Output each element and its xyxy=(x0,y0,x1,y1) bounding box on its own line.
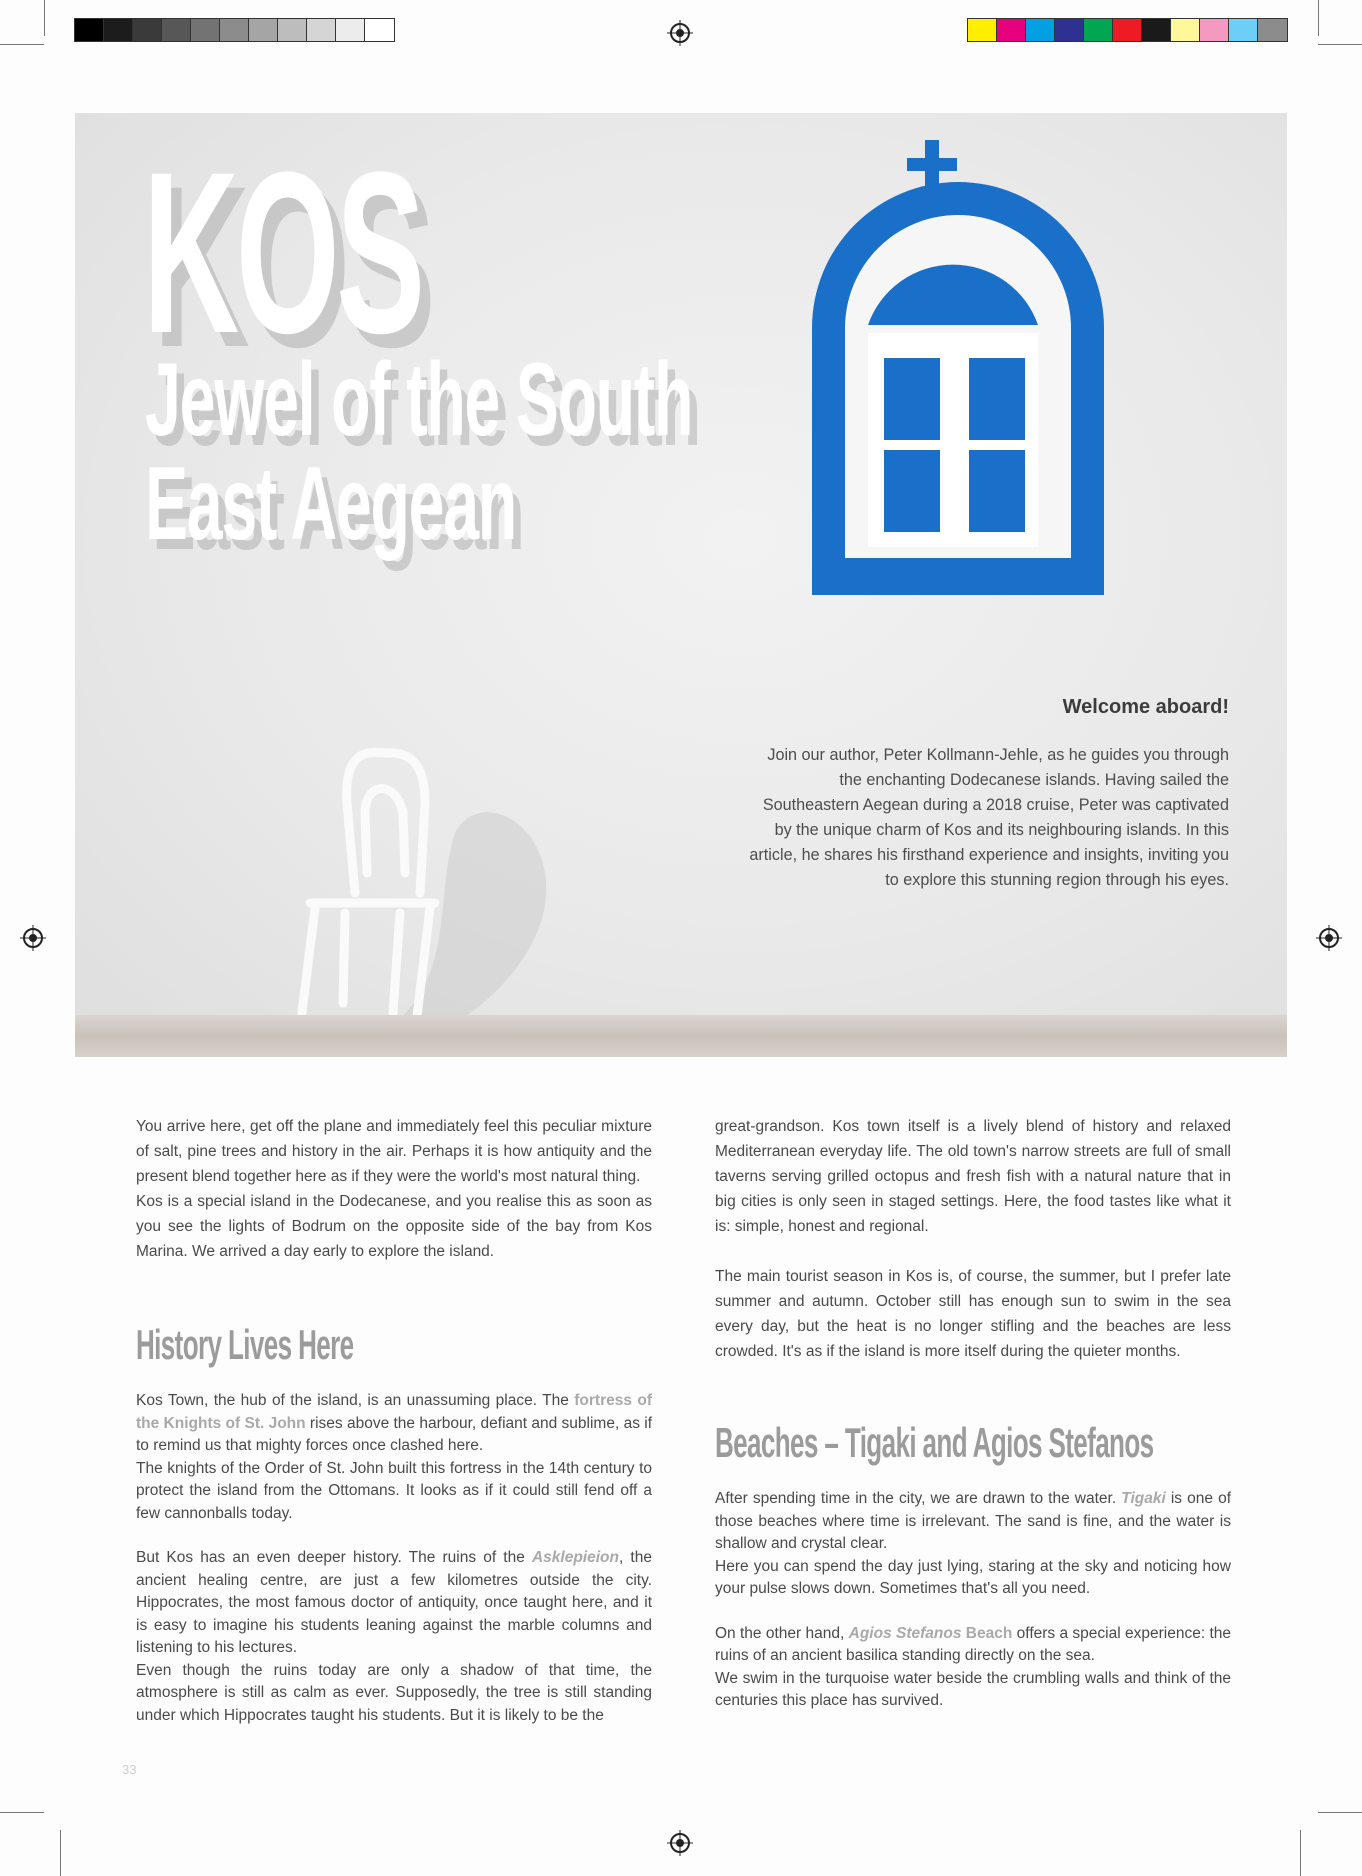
page-number: 33 xyxy=(122,1762,137,1777)
calibration-swatch xyxy=(1026,19,1055,41)
calibration-swatch xyxy=(968,19,997,41)
calibration-swatch xyxy=(365,19,394,41)
beaches-paragraph: Here you can spend the day just lying, staring at the sky and noticing how your pulse slows down. Sometimes that's all you need. xyxy=(715,1557,1231,1597)
pavement xyxy=(75,1015,1287,1057)
white-chair xyxy=(300,752,435,1033)
calibration-swatch xyxy=(1055,19,1084,41)
welcome-text: Join our author, Peter Kollmann-Jehle, as he guides you through the enchanting Dodecanese islands. Having sailed the Southeastern Aegean during a 2018 cruise, Peter was captivated by the unique charm of Kos and its neighbouring islands. In this article, he shares his firsthand experience and insights, inviting you to explore this stunning region through his eyes. xyxy=(749,746,1229,889)
calibration-swatch xyxy=(1084,19,1113,41)
registration-mark-icon xyxy=(667,1830,693,1856)
color-calibration-bar xyxy=(967,18,1288,42)
beaches-paragraph: After spending time in the city, we are drawn to the water. Tigaki is one of those beaches where time is irrelevant. The sand is fine, and the water is shallow and crystal clear. xyxy=(715,1490,1232,1552)
calibration-swatch xyxy=(336,19,365,41)
title-kos: KOS xyxy=(143,124,422,381)
crop-mark xyxy=(0,44,44,45)
crop-mark xyxy=(1300,1830,1301,1876)
calibration-swatch xyxy=(997,19,1026,41)
agios-stefanos-link[interactable]: Agios Stefanos xyxy=(848,1624,962,1642)
calibration-swatch xyxy=(307,19,336,41)
crop-mark xyxy=(1318,44,1362,45)
calibration-swatch xyxy=(278,19,307,41)
calibration-swatch xyxy=(1229,19,1258,41)
calibration-swatch xyxy=(220,19,249,41)
calibration-swatch xyxy=(104,19,133,41)
calibration-swatch xyxy=(191,19,220,41)
calibration-swatch xyxy=(133,19,162,41)
subtitle-line-1: Jewel of the South xyxy=(145,342,693,458)
body-paragraph: The main tourist season in Kos is, of course, the summer, but I prefer late summer and autumn. October still has enough sun to swim in the sea every day, but the heat is no longer stifling and the beaches are less crowded. It's as if the island is more itself during the quieter months. xyxy=(715,1268,1231,1360)
calibration-swatch xyxy=(1142,19,1171,41)
body-paragraph: great-grandson. Kos town itself is a lively blend of history and relaxed Mediterranean everyday life. The old town's narrow streets are full of small taverns serving grilled octopus and fresh fish with a natural nature that in big cities is only seen in staged settings. Here, the food tastes like what it is: simple, honest and regional. xyxy=(715,1118,1231,1235)
page-title xyxy=(143,124,422,381)
calibration-swatch xyxy=(1258,19,1287,41)
beaches-paragraph: On the other hand, Agios Stefanos Beach offers a special experience: the ruins of an ancient basilica standing directly on the sea. xyxy=(715,1624,1231,1664)
history-paragraph: Even though the ruins today are only a shadow of that time, the atmosphere is still as calm as ever. Supposedly, the tree is still standing under which Hippocrates taught his students. But it is likely to be the xyxy=(136,1661,652,1724)
beaches-paragraph: We swim in the turquoise water beside the crumbling walls and think of the centuries this place has survived. xyxy=(715,1669,1231,1709)
crop-mark xyxy=(1318,0,1319,36)
hero-image xyxy=(75,113,1287,1057)
calibration-swatch xyxy=(75,19,104,41)
asklepieion-link[interactable]: Asklepieion xyxy=(531,1549,619,1566)
section-heading-history: History Lives Here xyxy=(136,1321,354,1368)
crop-mark xyxy=(60,1830,61,1876)
welcome-box xyxy=(749,696,1229,893)
history-paragraph: Kos Town, the hub of the island, is an unassuming place. The fortress of the Knights of St. John rises above the harbour, defiant and sublime, as if to remind us that mighty forces once clashed here. xyxy=(136,1392,652,1454)
calibration-swatch xyxy=(1171,19,1200,41)
section-heading-beaches: Beaches – Tigaki and Agios Stefanos xyxy=(715,1419,1154,1466)
tigaki-link[interactable]: Tigaki xyxy=(1121,1490,1166,1507)
registration-mark-icon xyxy=(1316,925,1342,951)
page-subtitle xyxy=(145,342,693,562)
fortress-link[interactable]: fortress of the Knights of St. John xyxy=(136,1392,652,1432)
history-paragraph: But Kos has an even deeper history. The ruins of the Asklepieion, the ancient healing centre, are just a few kilometres outside the city. Hippocrates, the most famous doctor of antiquity, once taught here, and it is easy to imagine his students leaning against the marble columns and listening to his lectures. xyxy=(136,1549,652,1656)
calibration-swatch xyxy=(249,19,278,41)
history-paragraph: The knights of the Order of St. John built this fortress in the 14th century to protect the island from the Ottomans. It looks as if it could still fend off a few cannonballs today. xyxy=(136,1459,652,1522)
welcome-heading: Welcome aboard! xyxy=(1062,696,1229,718)
right-column xyxy=(715,1114,1231,1713)
calibration-swatch xyxy=(162,19,191,41)
calibration-swatch xyxy=(1113,19,1142,41)
gray-calibration-bar xyxy=(74,18,395,42)
subtitle-line-2: East Aegean xyxy=(145,446,517,562)
church-window xyxy=(812,140,1104,595)
crop-mark xyxy=(0,1812,44,1813)
intro-paragraph: Kos is a special island in the Dodecanese, and you realise this as soon as you see the lights of Bodrum on the opposite side of the bay from Kos Marina. We arrived a day early to explore the island. xyxy=(136,1193,652,1260)
registration-mark-icon xyxy=(20,925,46,951)
left-column xyxy=(136,1114,652,1727)
crop-mark xyxy=(1318,1812,1362,1813)
intro-paragraph: You arrive here, get off the plane and immediately feel this peculiar mixture of salt, pine trees and history in the air. Perhaps it is how antiquity and the present blend together here as if they were the world's most natural thing. xyxy=(136,1118,652,1185)
calibration-swatch xyxy=(1200,19,1229,41)
registration-mark-icon xyxy=(667,20,693,46)
crop-mark xyxy=(44,0,45,36)
